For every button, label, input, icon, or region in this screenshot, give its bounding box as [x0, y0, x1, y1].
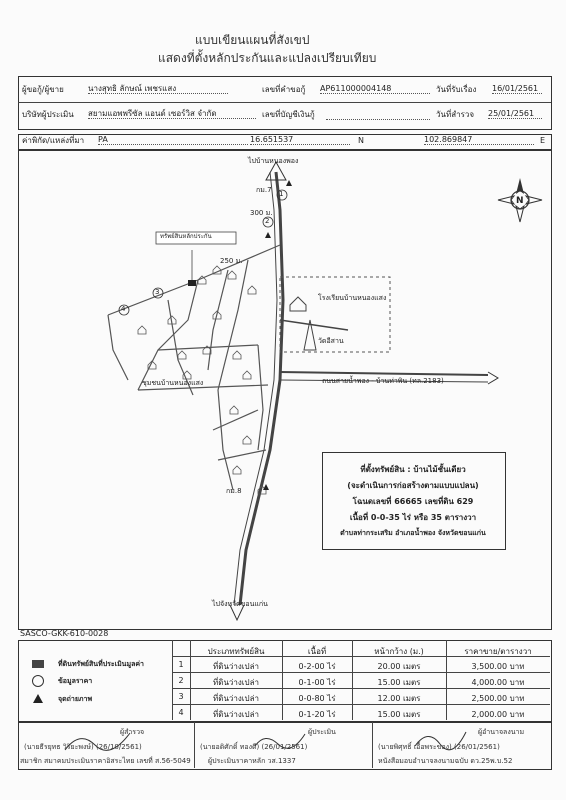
collateral-label: ทรัพย์สินหลักประกัน: [160, 233, 212, 240]
location-line2: (จะดำเนินการก่อสร้างตามแบบแปลน): [347, 481, 479, 490]
row3-no: 3: [178, 692, 184, 701]
customer-value: นางสุทธิ ลักษณ์ เพชรแสง: [88, 85, 228, 94]
village-label: ชุมชนบ้านหนองแสง: [142, 379, 204, 387]
legend-price-label: ข้อมูลราคา: [58, 677, 93, 685]
account-value: [326, 110, 430, 120]
row1-type: ที่ดินว่างเปล่า: [212, 662, 260, 671]
surveyor-extra: สมาชิก สมาคมประเมินราคาอิสระไทย เลขที่ ส.56-5049: [20, 757, 191, 765]
row1-area: 0-2-00 ไร่: [298, 662, 336, 671]
app-no-value: AP611000004148: [320, 85, 430, 94]
coord-lon-dir: E: [540, 136, 546, 145]
row1-width: 20.00 เมตร: [377, 662, 421, 671]
temple-road: [280, 320, 348, 330]
coord-label: ค่าพิกัด/แหล่งที่มา: [22, 136, 85, 145]
photo-point-1: [286, 180, 292, 186]
customer-label: ผู้ขอกู้/ผู้ขาย: [22, 85, 64, 94]
surveyor-role: ผู้สำรวจ: [120, 728, 145, 736]
row4-area: 0-1-20 ไร่: [298, 710, 336, 719]
row3-price: 2,500.00 บาท: [471, 694, 525, 703]
coord-lon: 102.869847: [424, 136, 534, 145]
received-value: 16/01/2561: [492, 85, 542, 94]
row4-no: 4: [178, 708, 184, 717]
location-line1: ที่ตั้งทรัพย์สิน : บ้านไม้ชั้นเดียว: [360, 465, 466, 474]
collateral-marker: [188, 280, 196, 286]
surveyor-name: (นายธีรยุทธ วิริยะพงษ์) (26/10/2561): [24, 743, 142, 751]
authorizer-role: ผู้อำนาจลงนาม: [478, 728, 525, 736]
row2-no: 2: [178, 676, 184, 685]
legend-price-icon: [32, 675, 44, 687]
coord-source: PA: [98, 136, 248, 145]
north-label: ไปบ้านหนองพอง: [248, 157, 299, 165]
row2-type: ที่ดินว่างเปล่า: [212, 678, 260, 687]
document-title: แบบเขียนแผนที่สังเขป: [195, 33, 310, 47]
row1-price: 3,500.00 บาท: [471, 662, 525, 671]
th-price: ราคาขาย/ตารางวา: [464, 647, 532, 656]
survey-value: 25/01/2561: [488, 110, 542, 119]
legend-collateral-label: ที่ดินทรัพย์สินที่ประเมินมูลค่า: [58, 660, 144, 668]
highway-label: ถนนสายน้ำพอง - บ้านท่าพิน (ทล.2183): [322, 377, 444, 385]
appraiser-label: บริษัทผู้ประเมิน: [22, 110, 74, 119]
row2-area: 0-1-00 ไร่: [298, 678, 336, 687]
document-subtitle: แสดงที่ตั้งหลักประกันและแปลงเปรียบเทียบ: [158, 51, 377, 65]
distance-250: 250 ม.: [220, 257, 243, 265]
authorizer-extra: หนังสือมอบอำนาจลงนามฉบับ ดว.25พ.บ.52: [378, 757, 513, 765]
appraiser-extra: ผู้ประเมินราคาหลัก วส.1337: [208, 757, 296, 765]
row1-no: 1: [178, 660, 184, 669]
marker-4: 4: [121, 305, 126, 313]
coord-lat-dir: N: [358, 136, 364, 145]
marker-1: 1: [279, 190, 284, 198]
marker-3: 3: [155, 288, 160, 296]
location-line5: ตำบลท่ากระเสริม อำเภอน้ำพอง จังหวัดขอนแก่น: [340, 529, 486, 537]
appraiser-name: (นายอดิศักดิ์ ทองดี) (26/01/2561): [200, 743, 308, 751]
th-type: ประเภททรัพย์สิน: [207, 647, 265, 656]
authorizer-name: (นายพิศุทธิ์ เอื้อพระของ) (26/01/2561): [378, 743, 500, 751]
row4-price: 2,000.00 บาท: [471, 710, 525, 719]
appraiser-signature-scribble: [250, 728, 310, 752]
compass-n: N: [516, 196, 524, 206]
row2-price: 4,000.00 บาท: [471, 678, 525, 687]
location-line3: โฉนดเลขที่ 66665 เลขที่ดิน 629: [352, 497, 474, 506]
appraiser-role: ผู้ประเมิน: [308, 728, 336, 736]
reference-code: SASCO-GKK-610-0028: [20, 629, 109, 638]
info-divider: [18, 102, 551, 103]
temple-label: วัดอีสาน: [318, 337, 344, 345]
photo-point-2: [265, 232, 271, 238]
km7-label: กม.7: [256, 186, 272, 194]
location-line4: เนื้อที่ 0-0-35 ไร่ หรือ 35 ตารางวา: [349, 513, 477, 522]
appraiser-value: สยามแอพพรีซัล แอนด์ เซอร์วิส จำกัด: [88, 110, 256, 119]
row3-area: 0-0-80 ไร่: [298, 694, 336, 703]
received-label: วันที่รับเรื่อง: [436, 85, 477, 94]
highway-road: [280, 372, 488, 375]
legend-collateral-swatch: [32, 660, 44, 668]
survey-label: วันที่สำรวจ: [436, 110, 475, 119]
distance-300: 300 ม.: [250, 209, 273, 217]
school-label: โรงเรียนบ้านหนองแสง: [318, 294, 387, 302]
south-label: ไปจังหวัดขอนแก่น: [212, 600, 268, 608]
app-no-label: เลขที่คำขอกู้: [262, 85, 306, 94]
surveyor-signature-scribble: [60, 725, 140, 755]
row3-type: ที่ดินว่างเปล่า: [212, 694, 260, 703]
th-width: หน้ากว้าง (ม.): [374, 647, 424, 656]
row2-width: 15.00 เมตร: [377, 678, 421, 687]
row4-width: 15.00 เมตร: [377, 710, 421, 719]
school-icon: [290, 297, 306, 311]
row3-width: 12.00 เมตร: [377, 694, 421, 703]
km8-label: กม.8: [226, 487, 242, 495]
coord-lat: 16.651537: [250, 136, 350, 145]
highway-arrow: [488, 372, 498, 384]
legend-photo-label: จุดถ่ายภาพ: [58, 695, 93, 703]
photo-point-3: [263, 484, 269, 490]
th-area: เนื้อที่: [307, 647, 327, 656]
authorizer-signature-scribble: [410, 726, 470, 752]
map-drawing: [18, 150, 550, 628]
account-label: เลขที่บัญชีเงินกู้: [262, 110, 315, 119]
legend-photo-icon: [33, 694, 43, 703]
marker-2: 2: [265, 217, 270, 225]
row4-type: ที่ดินว่างเปล่า: [212, 710, 260, 719]
